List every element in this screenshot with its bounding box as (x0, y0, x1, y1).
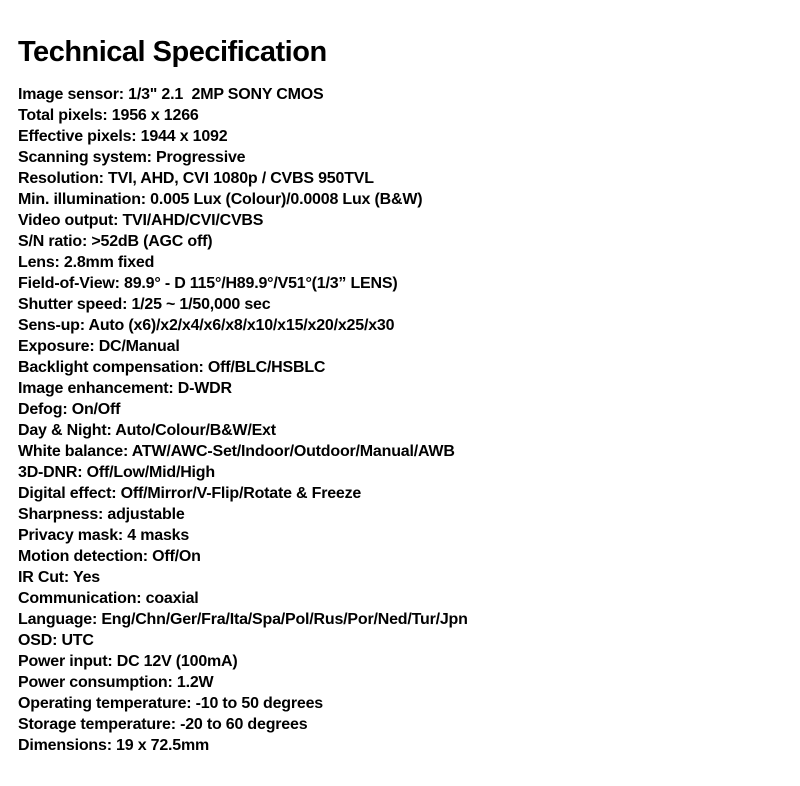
spec-line-digital-effect: Digital effect: Off/Mirror/V-Flip/Rotate & Freeze (18, 485, 362, 502)
spec-line-shutter-speed: Shutter speed: 1/25 ~ 1/50,000 sec (18, 296, 271, 313)
spec-line-power-input: Power input: DC 12V (100mA) (18, 653, 238, 670)
spec-line-total-pixels: Total pixels: 1956 x 1266 (18, 107, 199, 124)
spec-line-osd: OSD: UTC (18, 632, 94, 649)
spec-line-communication: Communication: coaxial (18, 590, 199, 607)
spec-line-sens-up: Sens-up: Auto (x6)/x2/x4/x6/x8/x10/x15/x20/x25/x30 (18, 317, 395, 334)
spec-line-white-balance: White balance: ATW/AWC-Set/Indoor/Outdoor/Manual/AWB (18, 443, 455, 460)
spec-line-operating-temperature: Operating temperature: -10 to 50 degrees (18, 695, 323, 712)
page-title: Technical Specification (18, 36, 327, 68)
spec-line-resolution: Resolution: TVI, AHD, CVI 1080p / CVBS 950TVL (18, 170, 374, 187)
spec-line-motion-detection: Motion detection: Off/On (18, 548, 201, 565)
spec-line-dimensions: Dimensions: 19 x 72.5mm (18, 737, 210, 754)
spec-line-image-enhancement: Image enhancement: D-WDR (18, 380, 232, 397)
spec-line-privacy-mask: Privacy mask: 4 masks (18, 527, 190, 544)
spec-line-language: Language: Eng/Chn/Ger/Fra/Ita/Spa/Pol/Rus/Por/Ned/Tur/Jpn (18, 611, 468, 628)
spec-list (18, 84, 780, 756)
spec-line-sharpness: Sharpness: adjustable (18, 506, 185, 523)
spec-line-storage-temperature: Storage temperature: -20 to 60 degrees (18, 716, 308, 733)
spec-line-min-illumination: Min. illumination: 0.005 Lux (Colour)/0.0008 Lux (B&W) (18, 191, 423, 208)
spec-line-field-of-view: Field-of-View: 89.9° - D 115°/H89.9°/V51°(1/3” LENS) (18, 275, 398, 292)
spec-line-sn-ratio: S/N ratio: >52dB (AGC off) (18, 233, 213, 250)
spec-line-image-sensor: Image sensor: 1/3" 2.1 2MP SONY CMOS (18, 86, 324, 103)
spec-line-exposure: Exposure: DC/Manual (18, 338, 180, 355)
spec-line-scanning-system: Scanning system: Progressive (18, 149, 246, 166)
spec-line-lens: Lens: 2.8mm fixed (18, 254, 155, 271)
spec-line-day-night: Day & Night: Auto/Colour/B&W/Ext (18, 422, 276, 439)
spec-line-ir-cut: IR Cut: Yes (18, 569, 100, 586)
spec-line-3d-dnr: 3D-DNR: Off/Low/Mid/High (18, 464, 215, 481)
spec-line-video-output: Video output: TVI/AHD/CVI/CVBS (18, 212, 264, 229)
spec-line-effective-pixels: Effective pixels: 1944 x 1092 (18, 128, 228, 145)
spec-line-backlight-compensation: Backlight compensation: Off/BLC/HSBLC (18, 359, 326, 376)
spec-line-power-consumption: Power consumption: 1.2W (18, 674, 214, 691)
spec-line-defog: Defog: On/Off (18, 401, 121, 418)
